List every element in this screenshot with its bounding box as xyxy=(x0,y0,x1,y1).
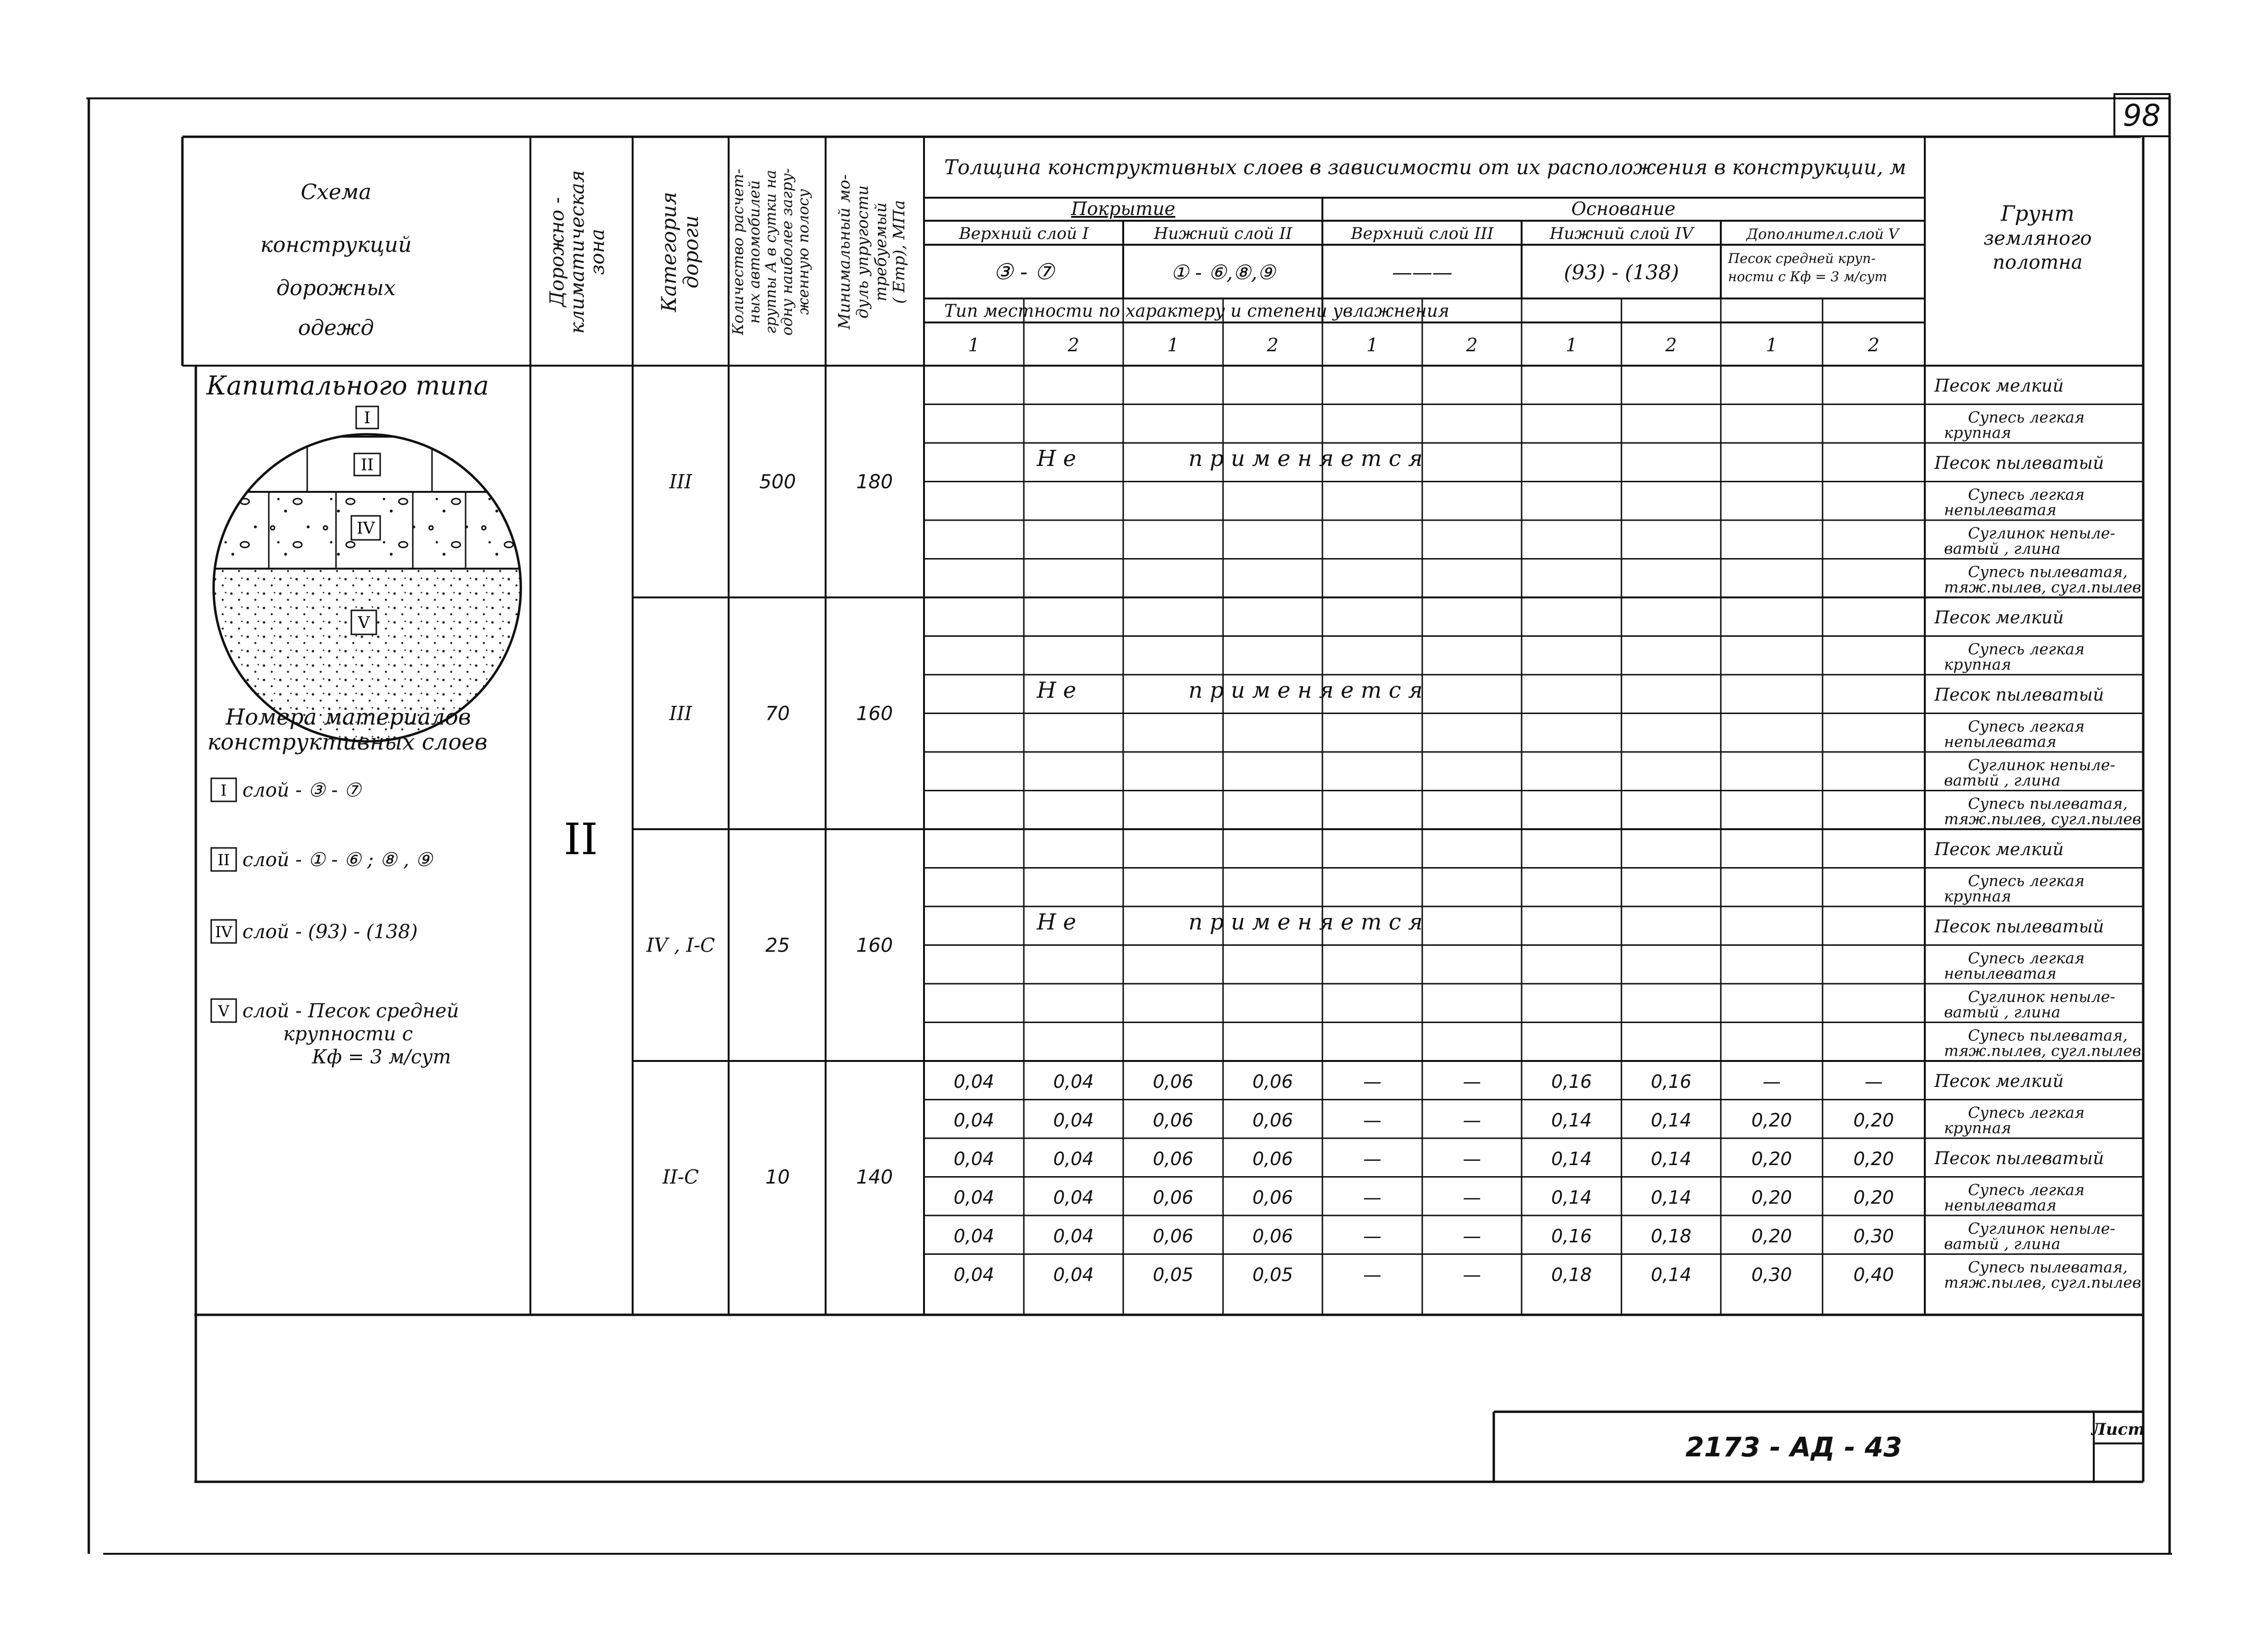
thickness-cell: 0,06 xyxy=(1252,1109,1293,1131)
thickness-cell: 0,04 xyxy=(1053,1109,1094,1131)
svg-text:Дорожно -: Дорожно - xyxy=(546,197,568,307)
thickness-cell: 0,06 xyxy=(1252,1187,1293,1208)
thickness-cell: — xyxy=(1363,1264,1381,1286)
thickness-cell: 0,20 xyxy=(1751,1109,1792,1131)
thickness-cell: 0,06 xyxy=(1252,1226,1293,1247)
not-applicable-note: Н е п р и м е н я е т с я xyxy=(1037,909,1423,935)
materials-title xyxy=(207,704,488,755)
terrain-subcolumn: 1 xyxy=(1366,334,1379,356)
svg-text:Схема: Схема xyxy=(300,180,372,204)
svg-text:V: V xyxy=(358,613,370,632)
soil-type: Песок мелкий xyxy=(1934,376,2064,396)
thickness-cell: 0,06 xyxy=(1152,1109,1194,1131)
svg-text:———: ——— xyxy=(1392,261,1452,284)
svg-text:ных автомобилей: ных автомобилей xyxy=(746,180,763,324)
thickness-cell: 0,04 xyxy=(1053,1226,1094,1247)
thickness-cell: 0,20 xyxy=(1751,1226,1792,1247)
soil-type: Супесь пылеватая, тяж.пылев, сугл.пылев xyxy=(1944,1258,2141,1292)
category-value: IV , I-C xyxy=(646,934,715,957)
svg-text:слой - ① - ⑥ ; ⑧ , ⑨: слой - ① - ⑥ ; ⑧ , ⑨ xyxy=(242,849,433,871)
thickness-cell: 0,04 xyxy=(1053,1148,1094,1169)
svg-text:женную полосу: женную полосу xyxy=(795,189,812,315)
climatic-zone-value: II xyxy=(564,814,598,865)
svg-text:полотна: полотна xyxy=(1992,251,2083,274)
soil-type: Супесь легкая непылеватая xyxy=(1944,717,2085,751)
thickness-cell: 0,06 xyxy=(1252,1148,1293,1169)
svg-text:II: II xyxy=(360,455,374,475)
thickness-cell: 0,14 xyxy=(1651,1264,1692,1286)
terrain-subcolumns xyxy=(968,334,1880,356)
thickness-cell: — xyxy=(1463,1109,1481,1131)
thickness-title: Толщина конструктивных слоев в зависимости от их расположения в конструкции, м xyxy=(944,155,1907,179)
soil-type: Суглинок непыле-ватый , глина xyxy=(1944,988,2115,1021)
terrain-subcolumn: 2 xyxy=(1068,334,1080,356)
thickness-cell: 0,14 xyxy=(1551,1109,1592,1131)
svg-text:(93) - (138): (93) - (138) xyxy=(1563,261,1680,284)
thickness-cell: — xyxy=(1463,1071,1481,1092)
soil-type: Супесь легкая непылеватая xyxy=(1944,949,2085,983)
thickness-cell: — xyxy=(1363,1187,1381,1208)
thickness-cell: 0,16 xyxy=(1551,1226,1592,1247)
terrain-subcolumn: 2 xyxy=(1267,334,1279,356)
header-modulus xyxy=(835,175,908,330)
category-value: III xyxy=(669,703,692,725)
thickness-cell: — xyxy=(1463,1148,1481,1169)
thickness-cell: — xyxy=(1363,1148,1381,1169)
layer-v-material: Песок средней круп-ности с Кф = 3 м/сут xyxy=(1728,250,1887,285)
svg-text:Дополнител.слой V: Дополнител.слой V xyxy=(1746,226,1899,243)
terrain-subcolumn: 2 xyxy=(1868,334,1880,356)
table-body xyxy=(646,376,2141,1292)
soil-type: Песок пылеватый xyxy=(1934,917,2104,937)
thickness-cell: 0,14 xyxy=(1551,1187,1592,1208)
svg-text:зона: зона xyxy=(587,228,609,275)
svg-text:Минимальный мо-: Минимальный мо- xyxy=(835,174,853,330)
svg-text:одежд: одежд xyxy=(298,316,374,340)
thickness-cell: 0,20 xyxy=(1853,1187,1894,1208)
thickness-cell: — xyxy=(1463,1264,1481,1286)
svg-text:II: II xyxy=(217,851,230,869)
thickness-cell: 0,16 xyxy=(1551,1071,1592,1092)
header-scheme xyxy=(260,180,411,340)
terrain-type-label: Тип местности по характеру и степени увлажнения xyxy=(944,301,1450,321)
svg-text:требуемый: требуемый xyxy=(871,202,890,302)
soil-type: Суглинок непыле-ватый , глина xyxy=(1944,524,2115,558)
layer-materials xyxy=(993,250,1887,285)
soil-type: Песок мелкий xyxy=(1934,1072,2064,1091)
svg-text:IV: IV xyxy=(357,519,375,538)
thickness-cell: 0,20 xyxy=(1751,1148,1792,1169)
svg-text:Нижний слой IV: Нижний слой IV xyxy=(1549,224,1693,243)
soil-type: Песок мелкий xyxy=(1934,608,2064,628)
soil-type: Супесь легкая крупная xyxy=(1944,408,2085,442)
terrain-subcolumn: 1 xyxy=(1765,334,1778,356)
soil-type: Супесь легкая непылеватая xyxy=(1944,485,2085,519)
not-applicable-note: Н е п р и м е н я е т с я xyxy=(1037,445,1423,471)
thickness-cell: — xyxy=(1463,1226,1481,1247)
soil-type: Супесь легкая непылеватая xyxy=(1944,1180,2085,1215)
soil-type: Супесь легкая крупная xyxy=(1944,1103,2085,1137)
soil-type: Суглинок непыле-ватый , глина xyxy=(1944,1219,2115,1253)
svg-text:Количество расчет-: Количество расчет- xyxy=(730,168,747,335)
soil-type: Супесь пылеватая, тяж.пылев, сугл.пылев xyxy=(1944,1026,2141,1060)
page-number: 98 xyxy=(2123,98,2161,133)
thickness-cell: 0,04 xyxy=(953,1187,995,1208)
soil-type: Песок пылеватый xyxy=(1934,1149,2104,1168)
road-category-group xyxy=(669,376,2141,596)
modulus-value: 140 xyxy=(856,1166,893,1189)
thickness-cell: 0,20 xyxy=(1853,1148,1894,1169)
thickness-cell: 0,06 xyxy=(1152,1226,1194,1247)
soil-type: Супесь пылеватая, тяж.пылев, сугл.пылев xyxy=(1944,794,2141,828)
road-category-group xyxy=(662,1071,2141,1292)
soil-type: Песок пылеватый xyxy=(1934,685,2104,705)
svg-text:климатическая: климатическая xyxy=(566,170,588,334)
layer-legend xyxy=(211,778,459,1068)
svg-text:IV: IV xyxy=(215,923,232,941)
thickness-cell: — xyxy=(1363,1226,1381,1247)
category-value: III xyxy=(669,471,692,493)
thickness-cell: 0,04 xyxy=(953,1148,995,1169)
thickness-cell: 0,06 xyxy=(1152,1187,1194,1208)
modulus-value: 160 xyxy=(856,934,893,957)
legend-item xyxy=(211,778,362,801)
modulus-value: 160 xyxy=(856,703,893,725)
thickness-cell: 0,06 xyxy=(1252,1071,1293,1092)
svg-text:слой - Песок среднейкрупности: слой - Песок средней крупности с Кф = 3 м/сут xyxy=(242,1000,459,1068)
svg-text:V: V xyxy=(218,1002,229,1020)
thickness-cell: 0,20 xyxy=(1751,1187,1792,1208)
thickness-cell: 0,06 xyxy=(1152,1071,1194,1092)
category-value: II-C xyxy=(662,1166,699,1189)
thickness-cell: 0,20 xyxy=(1853,1109,1894,1131)
svg-text:Верхний слой I: Верхний слой I xyxy=(959,224,1089,243)
thickness-cell: 0,04 xyxy=(953,1264,995,1286)
svg-text:I: I xyxy=(220,781,227,799)
thickness-cell: 0,05 xyxy=(1152,1264,1194,1286)
layer-headers xyxy=(959,224,1900,243)
svg-text:I: I xyxy=(364,408,371,428)
soil-type: Песок пылеватый xyxy=(1934,453,2104,473)
sheet-label: Лист xyxy=(2091,1420,2145,1439)
thickness-cell: — xyxy=(1363,1109,1381,1131)
thickness-cell: 0,14 xyxy=(1651,1148,1692,1169)
svg-text:одну наиболее загру-: одну наиболее загру- xyxy=(779,168,796,336)
header-vehicles xyxy=(730,168,812,336)
svg-text:земляного: земляного xyxy=(1983,227,2092,250)
thickness-cell: 0,18 xyxy=(1551,1264,1592,1286)
legend-item xyxy=(211,999,459,1068)
base-label: Основание xyxy=(1571,198,1676,219)
thickness-cell: — xyxy=(1864,1071,1883,1092)
vehicles-value: 10 xyxy=(765,1166,790,1189)
svg-text:дуль упругости: дуль упругости xyxy=(853,185,872,319)
svg-text:группы А в сутки на: группы А в сутки на xyxy=(762,170,780,334)
svg-text:③ - ⑦: ③ - ⑦ xyxy=(993,259,1055,285)
thickness-cell: 0,04 xyxy=(953,1071,995,1092)
svg-text:Грунт: Грунт xyxy=(2001,202,2075,226)
not-applicable-note: Н е п р и м е н я е т с я xyxy=(1037,677,1423,703)
svg-text:Номера материалов: Номера материалов xyxy=(226,704,471,730)
svg-text:① - ⑥,⑧,⑨: ① - ⑥,⑧,⑨ xyxy=(1170,261,1276,284)
thickness-cell: 0,04 xyxy=(1053,1071,1094,1092)
header-soil xyxy=(1983,202,2091,274)
terrain-subcolumn: 2 xyxy=(1665,334,1677,356)
pavement-type-title: Капитального типа xyxy=(206,370,489,401)
thickness-cell: 0,04 xyxy=(1053,1264,1094,1286)
legend-item xyxy=(211,920,418,943)
svg-text:слой - (93) - (138): слой - (93) - (138) xyxy=(242,921,418,943)
thickness-cell: 0,14 xyxy=(1651,1109,1692,1131)
terrain-subcolumn: 1 xyxy=(1167,334,1179,356)
thickness-cell: 0,30 xyxy=(1853,1226,1894,1247)
terrain-subcolumn: 1 xyxy=(968,334,980,356)
svg-text:Категория: Категория xyxy=(657,191,681,312)
thickness-cell: 0,14 xyxy=(1651,1187,1692,1208)
svg-text:Нижний слой II: Нижний слой II xyxy=(1154,224,1292,243)
thickness-cell: 0,14 xyxy=(1551,1148,1592,1169)
road-category-group xyxy=(646,840,2141,1060)
vehicles-value: 25 xyxy=(765,934,790,957)
svg-text:Верхний слой III: Верхний слой III xyxy=(1351,224,1494,243)
soil-type: Супесь легкая крупная xyxy=(1944,871,2085,905)
vehicles-value: 70 xyxy=(765,703,790,725)
soil-type: Суглинок непыле-ватый , глина xyxy=(1944,756,2115,789)
thickness-cell: 0,16 xyxy=(1651,1071,1692,1092)
header-category xyxy=(657,192,703,312)
thickness-cell: 0,06 xyxy=(1152,1148,1194,1169)
svg-text:дороги: дороги xyxy=(679,215,703,289)
thickness-cell: 0,04 xyxy=(953,1109,995,1131)
svg-text:дорожных: дорожных xyxy=(276,276,396,300)
soil-type: Песок мелкий xyxy=(1934,840,2064,859)
thickness-cell: 0,04 xyxy=(1053,1187,1094,1208)
thickness-cell: — xyxy=(1463,1187,1481,1208)
pavement-cross-section xyxy=(206,403,528,751)
svg-text:( Етр), МПа: ( Етр), МПа xyxy=(889,200,908,304)
svg-text:конструктивных слоев: конструктивных слоев xyxy=(207,729,488,755)
svg-text:слой - ③ - ⑦: слой - ③ - ⑦ xyxy=(242,779,361,801)
soil-type: Супесь пылеватая, тяж.пылев, сугл.пылев xyxy=(1944,562,2141,596)
terrain-subcolumn: 1 xyxy=(1565,334,1578,356)
thickness-cell: — xyxy=(1363,1071,1381,1092)
header-zone xyxy=(546,170,609,334)
thickness-cell: 0,30 xyxy=(1751,1264,1792,1286)
terrain-subcolumn: 2 xyxy=(1466,334,1478,356)
document-code: 2173 - АД - 43 xyxy=(1685,1432,1902,1463)
thickness-cell: 0,04 xyxy=(953,1226,995,1247)
legend-item xyxy=(211,848,433,871)
modulus-value: 180 xyxy=(856,471,893,493)
thickness-cell: — xyxy=(1763,1071,1781,1092)
svg-text:конструкций: конструкций xyxy=(260,233,412,257)
thickness-cell: 0,05 xyxy=(1252,1264,1293,1286)
vehicles-value: 500 xyxy=(759,471,796,493)
soil-type: Супесь легкая крупная xyxy=(1944,640,2085,674)
thickness-cell: 0,40 xyxy=(1853,1264,1894,1286)
thickness-cell: 0,18 xyxy=(1651,1226,1692,1247)
coating-label: Покрытие xyxy=(1071,198,1176,219)
road-category-group xyxy=(669,608,2141,828)
